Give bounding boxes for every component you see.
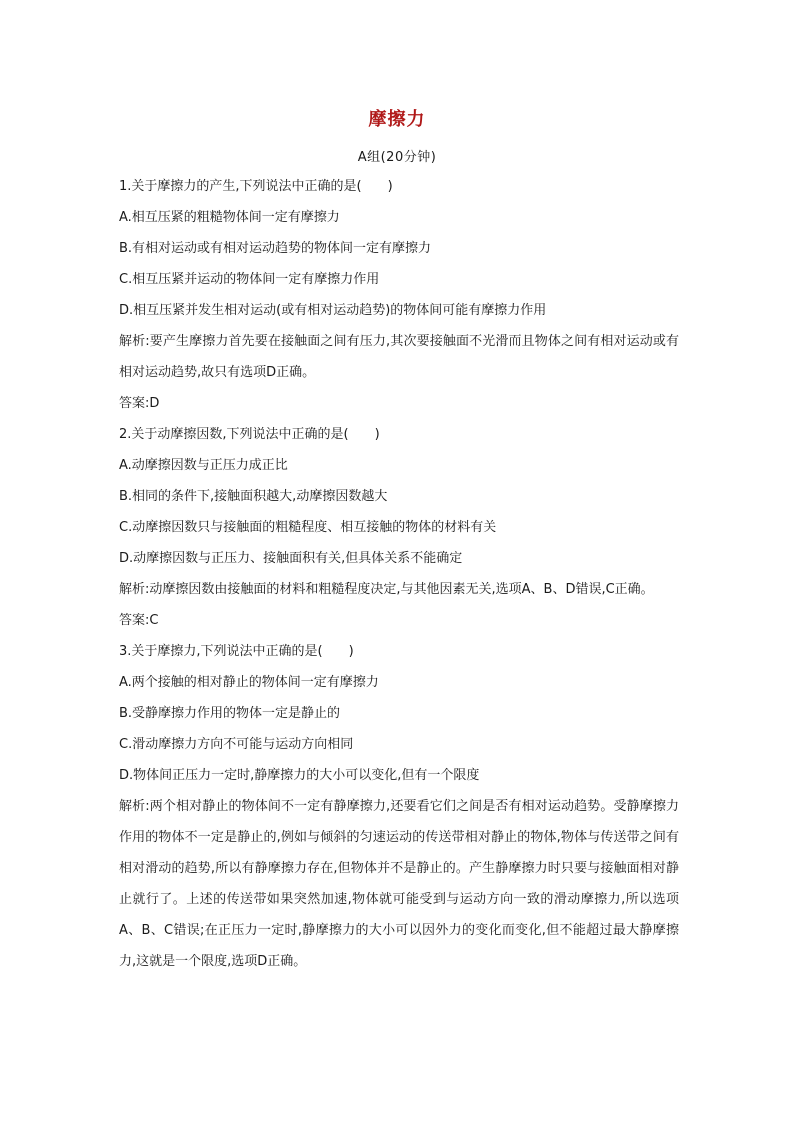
question-1-option-d: D.相互压紧并发生相对运动(或有相对运动趋势)的物体间可能有摩擦力作用 — [119, 303, 547, 318]
question-1-option-a: A.相互压紧的粗糙物体间一定有摩擦力 — [119, 210, 340, 225]
question-1-analysis: 解析:要产生摩擦力首先要在接触面之间有压力,其次要接触面不光滑而且物体之间有相对运动或有相对运动趋势,故只有选项D正确。 — [119, 334, 679, 380]
question-3-option-b: B.受静摩擦力作用的物体一定是静止的 — [119, 706, 341, 721]
document-title: 摩擦力 — [368, 109, 426, 130]
question-1-option-b: B.有相对运动或有相对运动趋势的物体间一定有摩擦力 — [119, 241, 432, 256]
question-2-option-a: A.动摩擦因数与正压力成正比 — [119, 458, 288, 473]
question-2-stem: 2.关于动摩擦因数,下列说法中正确的是( ) — [119, 427, 380, 442]
question-2-analysis: 解析:动摩擦因数由接触面的材料和粗糙程度决定,与其他因素无关,选项A、B、D错误,C正确。 — [119, 582, 654, 597]
question-1-option-c: C.相互压紧并运动的物体间一定有摩擦力作用 — [119, 272, 380, 287]
question-3-stem: 3.关于摩擦力,下列说法中正确的是( ) — [119, 644, 354, 659]
question-2-option-c: C.动摩擦因数只与接触面的粗糙程度、相互接触的物体的材料有关 — [119, 520, 497, 535]
document-body — [119, 171, 679, 977]
section-heading: A组(20分钟) — [357, 150, 437, 165]
question-3-option-a: A.两个接触的相对静止的物体间一定有摩擦力 — [119, 675, 379, 690]
question-2-option-d: D.动摩擦因数与正压力、接触面积有关,但具体关系不能确定 — [119, 551, 463, 566]
question-2-option-b: B.相同的条件下,接触面积越大,动摩擦因数越大 — [119, 489, 388, 504]
question-3-option-c: C.滑动摩擦力方向不可能与运动方向相同 — [119, 737, 354, 752]
question-3-option-d: D.物体间正压力一定时,静摩擦力的大小可以变化,但有一个限度 — [119, 768, 480, 783]
question-1-answer: 答案:D — [119, 396, 160, 411]
question-3-analysis: 解析:两个相对静止的物体间不一定有静摩擦力,还要看它们之间是否有相对运动趋势。受静摩擦力作用的物体不一定是静止的,例如与倾斜的匀速运动的传送带相对静止的物体,物体与传送带之间有相对滑动的趋势,所以有静摩擦力存在,但物体并不是静止的。产生静摩擦力时只要与接触面相对静止就行了。上述的传送带如果突然加速,物体就可能受到与运动方向一致的滑动摩擦力,所以选项A、B、C错误;在正压力一定时,静摩擦力的大小可以因外力的变化而变化,但不能超过最大静摩擦力,这就是一个限度,选项D正确。 — [119, 799, 679, 969]
question-1-stem: 1.关于摩擦力的产生,下列说法中正确的是( ) — [119, 179, 393, 194]
question-2-answer: 答案:C — [119, 613, 159, 628]
